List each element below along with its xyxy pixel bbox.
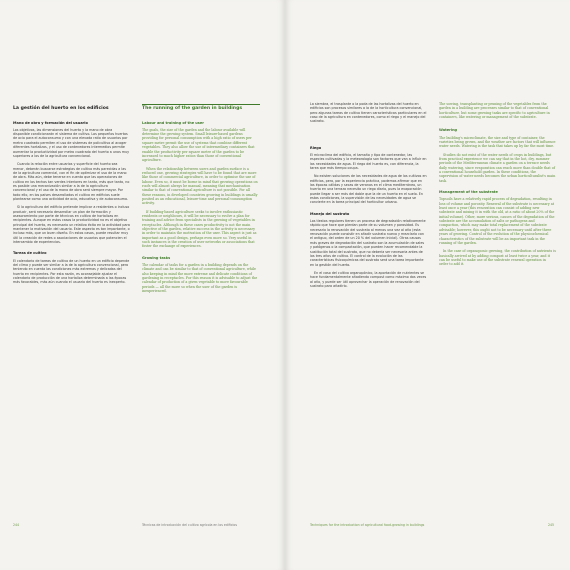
page-number-left: 244 [13,523,20,527]
subheading-es: Manejo del sustrato [310,211,350,216]
paragraph: The sowing, transplanting or pruning of the vegetables from the garden in a building are processes similar to that of conventional horticulture, but some growing tasks are specific to agriculture in containers, like watering or management of the substrate. [439,102,550,120]
subheading-en: Labour and training of the user [142,120,204,125]
spanish-column-1 [13,106,130,289]
right-page [285,0,570,570]
subheading-en: Growing tasks [142,255,171,260]
paragraph: En el caso del cultivo organopónico, la aportación de nutrientes se hace fundamentalmente añadiendo compost como máximo dos veces al año, y puede ser útil aprovechar la operación de renovación del sustrato para añadirlo. [310,270,427,288]
paragraph: El calendario de tareas de cultivo de un huerto en un edificio depende del clima y puede ser similar a la de la agricultura convencional, pero teniendo en cuenta las condiciones más extremas y delicadas del huerto en recipientes. Por esta razón, es aconsejable ajustar el calendario de producción de una hortaliza determinada a las épocas más favorables, más aún cuando el usuario del huerto es inexperto. [13,258,130,285]
subheading-en: Management of the substrate [439,190,498,195]
subheading-es: Tareas de cultivo [13,251,47,256]
paragraph: Cuando la relación entre usuarios y superficie del huerto sea menor, deberán buscarse estrategias de cultivo más parecidas a las de la agricultura comercial, con el fin de optimizar el uso de la mano de obra. Más aún, debe tenerse en cuenta que las operaciones de cultivo en los techos tan verdes interiores en tanto, más que tanto, no es posible una mecanización similar a la de la agricultura convencional y el uso de la mano de obra será siempre mayor. Por todo ello, en los países desarrollados el cultivo en edificios suele plantearse como una actividad de ocio, educativa y de autoconsumo. [13,162,130,201]
section-heading-es: La gestión del huerto en los edificios [13,106,109,111]
paragraph: The building's microclimate, the size and type of container, the varieties being grown, and the weather are factors that will influence water needs. Watering is the task that takes up by far the most time. [439,135,556,149]
paragraph: The goals, the size of the garden and the labour available will determine the growing system. Small leisure-based gardens providing for personal consumption with a high ratio of users per square metre permit the use of systems that combine different vegetables. They also allow the use of intermediary containers that enable the productivity per square metre of the garden to be increased to much higher ratios than those of conventional agriculture. [142,127,255,163]
spanish-column-2 [310,102,427,292]
paragraph: Los objetivos, las dimensiones del huerto y la mano de obra disponible condicionarán el sistema de cultivo. Los pequeños huertos de ocio para el autoconsumo y con una elevada ratio de usuarios por metro cuadrado permiten el uso de sistemas de policultivo al acoger diferentes hortalizas, y el uso de contenedores intermedios permite aumentar la productividad por metro cuadrado del huerto a unos muy superiores a los de la agricultura convencional. [13,127,130,158]
paragraph: Los tiestos regulares tienen un proceso de degradación relativamente rápido que hace que pierdan parte de su volumen y porosidad. Es necesario la renovación del sustrato al menos una vez al año (esta renovación puede consistir en añadir sustrato nuevo y mezclarlo con el antiguo, del orden de un 20 % del volumen inicial). Otras causas más graves de degradación del sustrato son la acumulación de sales y patógenos o la compactación, que pueden hacer recomendable la sustitución total del sustrato, que no debería ser necesaria antes de los tres años de cultivo. El control de la evolución de las características fisicoquímicas del sustrato será una tarea importante en la gestión del huerto. [310,219,426,267]
paragraph: When the relationship between users and garden surface is a reduced one, growing strategies will have to be found that are more like those of commercial agriculture, in order to optimise the use of labour. Even so, it must be borne in mind that growing operations on roofs will almost always be manual, meaning that mechanisation similar to that of conventional agriculture is not possible. For all these reasons, in developed countries growing in buildings is usually posited as an educational, leisure-time and personal-consumption activity. [142,166,258,206]
paragraph: Topsoils have a relatively rapid process of degradation, resulting in loss of volume and porosity. Renewal of the substrate is necessary at least once a year (this renovation can consist of adding new substrate and mixing it in with the old, at a ratio of about 20% of the initial volume). Other, more serious, causes of the degradation of the substrate are the accumulation of salts or pathogens and compaction, which may make total replacement of the substrate advisable; however, this ought not to be necessary until after three years of growing. Control of the evolution of the physicochemical characteristics of the substrate will be an important task in the running of the garden. [439,197,555,245]
paragraph: El microclima del edificio, el tamaño y tipo de contenedor, las especies cultivadas y la meteorología son factores que van a influir en las necesidades de agua. El riego del huerto es, con diferencia, la tarea que más tiempo ocupa. [310,153,427,171]
page-number-right: 245 [548,523,555,527]
subheading-es: Riego [310,145,322,150]
section-heading-en: The running of the garden in buildings [142,106,243,111]
subheading-en: Watering [439,128,458,133]
paragraph: In the case of organoponic growing, the contribution of nutrients is basically arrived at by adding compost at least twice a year, and it can be useful to make use of the substrate renewal operation in order to add it. [439,249,556,267]
running-footer-left: Técnicas de introducción del cultivo agrícola en los edificios [142,523,238,527]
paragraph: La siembra, el trasplante o la poda de las hortalizas del huerto en edificios son procesos similares a la de la horticultura convencional, pero algunas tareas de cultivo tienen características particulares en el caso de la agricultura en contenedores, como el riego y el manejo del sustrato. [310,102,427,124]
paragraph: The calendar of tasks for a garden in a building depends on the climate and can be similar to that of conventional agriculture, while also keeping in mind the more extreme and delicate conditions of gardening in receptacles. For this reason it is advisable to adjust the calendar of production of a given vegetable to more favourable periods — all the more so when the user of the garden is inexperienced. [142,263,258,294]
running-footer-right: Techniques for the introduction of agricultural food-growing in buildings [310,523,425,527]
paragraph: Studies do not exist of the water needs of crops in buildings, but from practical experience we can say that in the hot, dry, summer periods of the Mediterranean climate a garden on a terrace needs daily watering, since evaporation can reach more than double that of a conventional household garden. In these conditions, the supervision of water needs becomes the urban horticulturalist's main task. [439,152,556,183]
english-column-2 [439,102,556,271]
paragraph: Si la agricultura del edificio pretende implicar a residentes o incluso producir, será necesario desarrollar un plan de formación y asesoramiento por parte de técnicos en cultivo de hortalizas en recipientes. Aunque en estos casos la productividad no es el objetivo principal del huerto, es necesario un relativo éxito en la actividad para mantener la motivación del usuario. Este aspecto es tan importante, o incluso más, que un buen diseño. En estos casos, puede resultar muy útil la creación de redes o asociaciones de usuarios que potencien el intercambio de experiencias. [13,205,130,245]
english-column-1 [142,106,259,297]
paragraph: If building-based agriculture seeks to involve enthusiastic residents or neighbours, it will be necessary to evolve a plan for training and advice from specialists in the growing of vegetables in receptacles. Although in these cases productivity is not the main objective of the garden, relative success in the activity is necessary in order to maintain the motivation of the user. This aspect is just as important as a good design, perhaps even more so. Very useful in such instances is the creation of user networks or associations that foster the exchange of experiences. [142,209,257,249]
paragraph: No existen soluciones de las necesidades de agua de los cultivos en edificios, pero, por la experiencia práctica, podemos afirmar que en las épocas cálidas y secas de veranos en el clima mediterráneo, un huerto en una terraza necesita un riego diario, pues la evaporación puede llegar a ser más del doble que la de un huerto en el suelo. En estas condiciones, la supervisión de las necesidades de agua se convierte en la tarea principal del horticultor urbano. [310,174,427,205]
green-rule [142,104,260,105]
subheading-es: Mano de obra y formación del usuario [13,120,88,125]
